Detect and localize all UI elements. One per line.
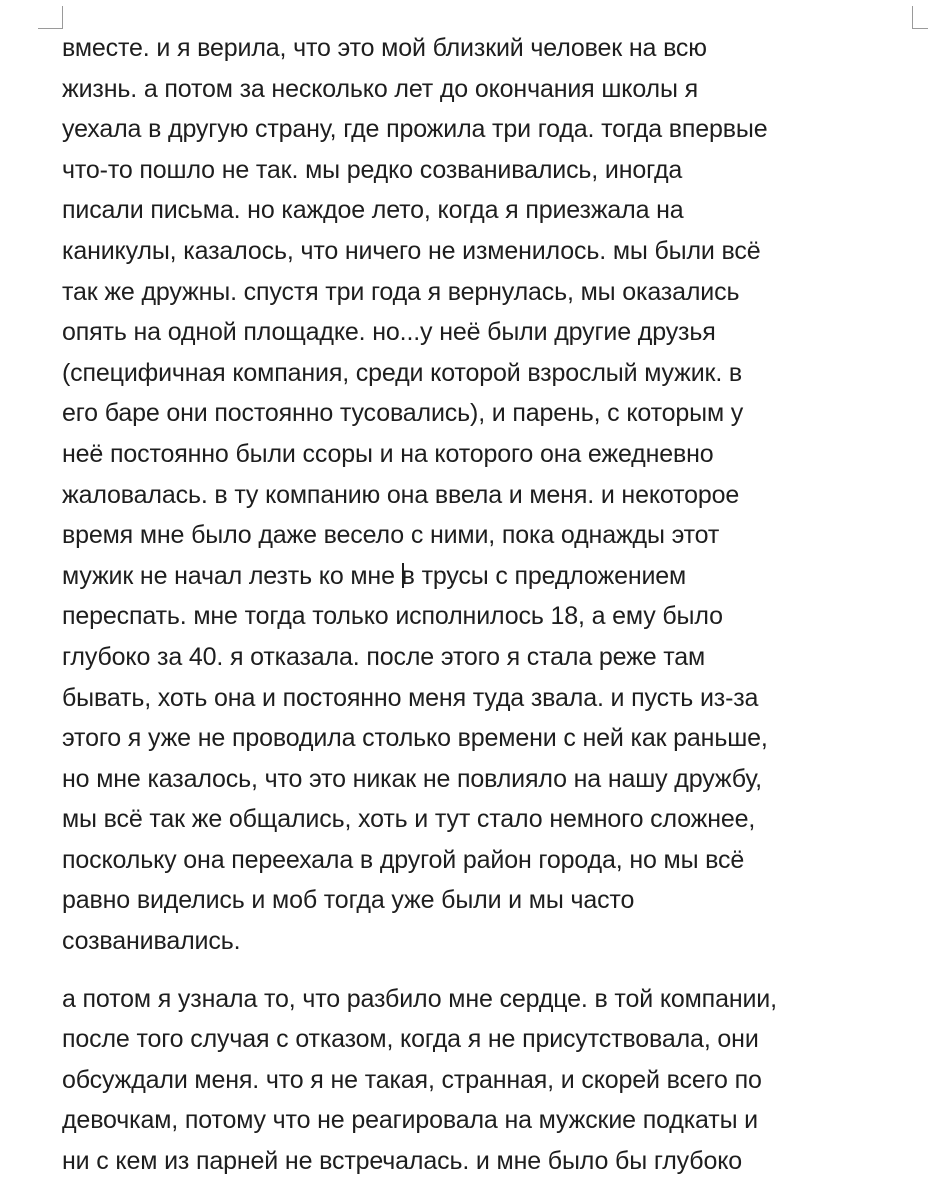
text-segment: мужик не начал лезть ко мне: [62, 561, 402, 590]
paragraph-1: [62, 28, 928, 962]
text-line: равно виделись и моб тогда уже были и мы часто: [62, 886, 635, 915]
text-line: так же дружны. спустя три года я вернулась, мы оказались: [62, 277, 740, 306]
text-line: время мне было даже весело с ними, пока однажды этот: [62, 521, 720, 550]
text-line: каникулы, казалось, что ничего не изменилось. мы были всё: [62, 236, 761, 265]
crop-mark-top-right: [912, 6, 928, 29]
document-body[interactable]: [62, 28, 928, 1182]
text-line: созванивались.: [62, 927, 241, 956]
text-line: его баре они постоянно тусовались), и парень, с которым у: [62, 399, 744, 428]
text-line: вместе. и я верила, что это мой близкий человек на всю: [62, 34, 707, 62]
text-line: после того случая с отказом, когда я не присутствовала, они: [62, 1025, 759, 1054]
text-segment: в трусы с предложением: [401, 561, 687, 590]
text-line: уехала в другую страну, где прожила три года. тогда впервые: [62, 115, 768, 144]
text-line: жизнь. а потом за несколько лет до окончания школы я: [62, 74, 698, 103]
text-line: глубоко за 40. я отказала. после этого я стала реже там: [62, 642, 706, 671]
text-line: бывать, хоть она и постоянно меня туда звала. и пусть из-за: [62, 683, 759, 712]
text-line: девочкам, потому что не реагировала на мужские подкаты и: [62, 1106, 758, 1135]
text-line: мы всё так же общались, хоть и тут стало немного сложнее,: [62, 805, 756, 834]
text-line: но мне казалось, что это никак не повлияло на нашу дружбу,: [62, 764, 762, 793]
text-line: неё постоянно были ссоры и на которого она ежедневно: [62, 439, 714, 468]
paragraph-spacing: [62, 962, 928, 979]
text-line: опять на одной площадке. но...у неё были другие друзья: [62, 318, 716, 347]
text-line: ни с кем из парней не встречалась. и мне было бы глубоко: [62, 1147, 743, 1176]
paragraph-2: [62, 979, 928, 1182]
text-line: а потом я узнала то, что разбило мне сердце. в той компании,: [62, 984, 777, 1013]
text-line-with-caret: [62, 556, 928, 597]
text-line: писали письма. но каждое лето, когда я приезжала на: [62, 196, 684, 225]
text-line: переспать. мне тогда только исполнилось 18, а ему было: [62, 602, 723, 631]
text-line: (специфичная компания, среди которой взрослый мужик. в: [62, 358, 743, 387]
text-line: этого я уже не проводила столько времени с ней как раньше,: [62, 724, 768, 753]
crop-mark-top-left: [38, 6, 63, 29]
text-line: обсуждали меня. что я не такая, странная, и скорей всего по: [62, 1065, 762, 1094]
text-line: что-то пошло не так. мы редко созванивались, иногда: [62, 155, 683, 184]
text-line: поскольку она переехала в другой район города, но мы всё: [62, 845, 745, 874]
text-line: жаловалась. в ту компанию она ввела и меня. и некоторое: [62, 480, 740, 509]
